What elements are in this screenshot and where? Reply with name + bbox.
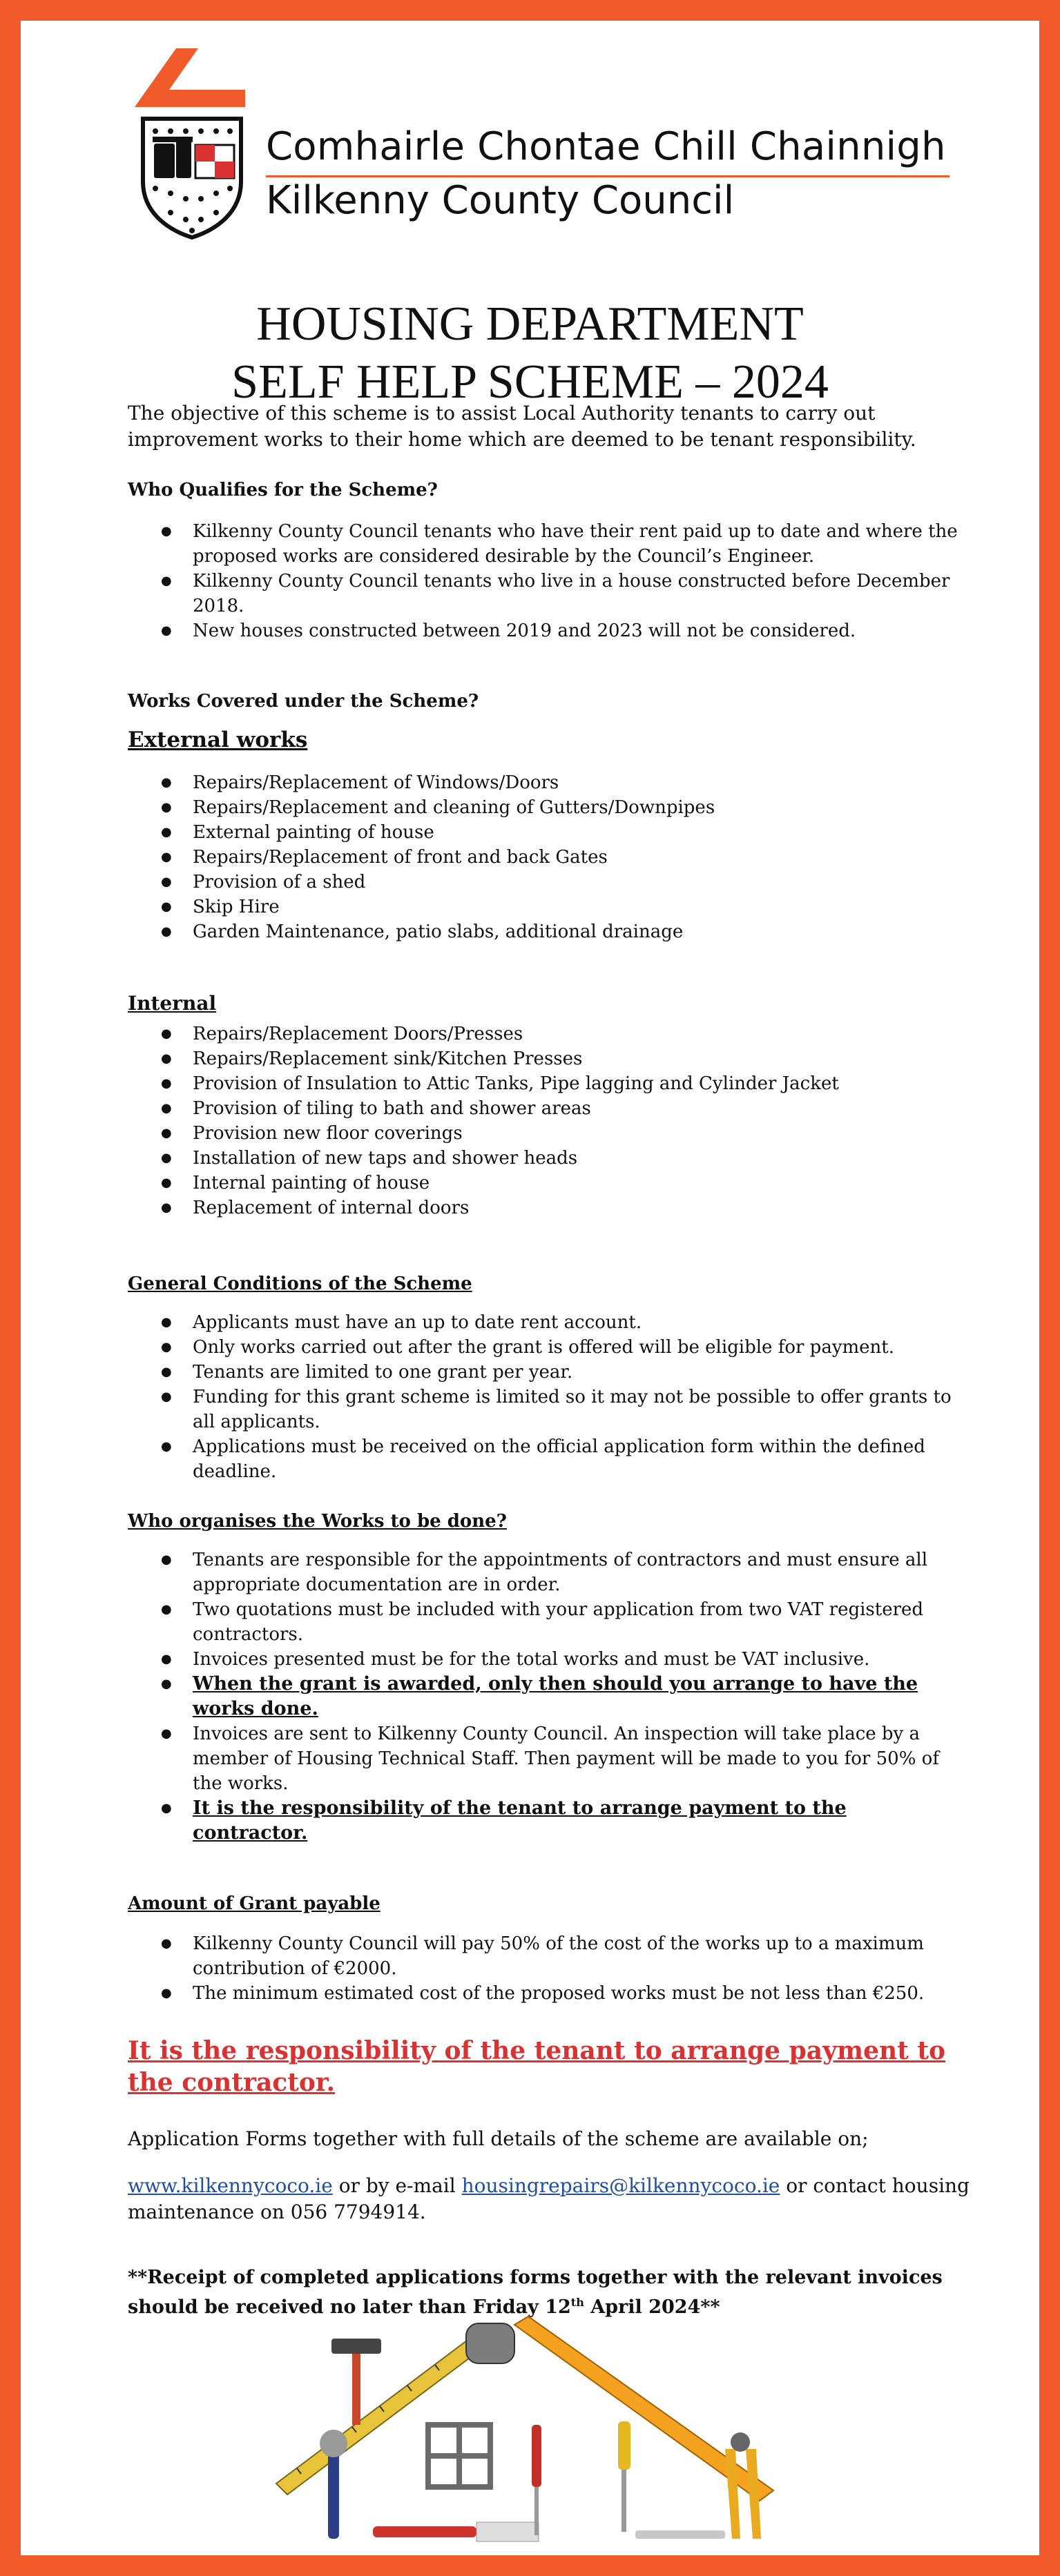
list-item: ● Repairs/Replacement sink/Kitchen Presses (128, 1046, 967, 1071)
grant-list (128, 1931, 967, 2006)
list-item: ● New houses constructed between 2019 and 2023 will not be considered. (128, 618, 967, 643)
qualifies-list (128, 519, 967, 643)
application-forms-text: Application Forms together with full details of the scheme are available on; (128, 2127, 869, 2150)
council-name-irish: Comhairle Chontae Chill Chainnigh (266, 124, 946, 169)
grant-heading: Amount of Grant payable (128, 1893, 380, 1914)
internal-works-list (128, 1022, 967, 1220)
title-line-1: HOUSING DEPARTMENT (256, 297, 804, 351)
list-item: ● Kilkenny County Council tenants who live in a house constructed before December 2018. (128, 569, 967, 618)
list-item: ● Applicants must have an up to date rent account. (128, 1310, 967, 1335)
list-item: ● Two quotations must be included with your application from two VAT registered contractors. (128, 1597, 967, 1647)
deadline-text: **Receipt of completed applications forms together with the relevant invoices should be received no later than Friday 12 (128, 2267, 943, 2318)
list-item: ● The minimum estimated cost of the proposed works must be not less than €250. (128, 1981, 967, 2006)
list-item: ● Repairs/Replacement and cleaning of Gutters/Downpipes (128, 795, 967, 820)
contact-phone: or contact housing maintenance on 056 7794914. (128, 2174, 970, 2223)
qualifies-heading: Who Qualifies for the Scheme? (128, 480, 438, 500)
list-item: ● It is the responsibility of the tenant to arrange payment to the contractor. (128, 1796, 967, 1846)
intro-paragraph: The objective of this scheme is to assist Local Authority tenants to carry out improvement works to their home which are deemed to be tenant responsibility. (128, 402, 916, 451)
external-works-heading: External works (128, 728, 308, 752)
external-works-list (128, 770, 967, 944)
page-frame (21, 21, 1039, 2555)
list-item: ● Provision of tiling to bath and shower areas (128, 1096, 967, 1121)
deadline-sup: th (570, 2296, 584, 2309)
list-item: ● Provision of a shed (128, 870, 967, 895)
organise-heading: Who organises the Works to be done? (128, 1511, 507, 1532)
list-item: ● Garden Maintenance, patio slabs, additional drainage (128, 919, 967, 944)
list-item: ● Invoices are sent to Kilkenny County Council. An inspection will take place by a member of Housing Technical Staff. Then payment will be made to you for 50% of the works. (128, 1721, 967, 1796)
title-line-2: SELF HELP SCHEME – 2024 (231, 355, 829, 409)
list-item: ● Provision new floor coverings (128, 1121, 967, 1146)
flyer-page (21, 21, 1039, 2555)
contact-separator: or by e-mail (332, 2174, 462, 2197)
list-item: ● Repairs/Replacement of front and back Gates (128, 845, 967, 870)
list-item: ● Invoices presented must be for the total works and must be VAT inclusive. (128, 1647, 967, 1672)
list-item: ● Repairs/Replacement Doors/Presses (128, 1022, 967, 1046)
list-item: ● Replacement of internal doors (128, 1196, 967, 1220)
list-item: ● Kilkenny County Council tenants who have their rent paid up to date and where the proposed works are considered desirable by the Council’s Engineer. (128, 519, 967, 569)
email-link[interactable]: housingrepairs@kilkennycoco.ie (461, 2174, 780, 2197)
council-name-english: Kilkenny County Council (266, 178, 735, 223)
list-item: ● Tenants are limited to one grant per year. (128, 1360, 967, 1385)
list-item: ● External painting of house (128, 820, 967, 845)
contact-paragraph (128, 2173, 970, 2225)
council-chevron-logo-icon (135, 48, 245, 110)
list-item: ● Applications must be received on the official application form within the defined deadline. (128, 1434, 967, 1484)
conditions-list (128, 1310, 967, 1484)
list-item: ● Funding for this grant scheme is limited so it may not be possible to offer grants to all applicants. (128, 1385, 967, 1434)
list-item: ● When the grant is awarded, only then should you arrange to have the works done. (128, 1672, 967, 1721)
list-item: ● Provision of Insulation to Attic Tanks, Pipe lagging and Cylinder Jacket (128, 1071, 967, 1096)
list-item: ● Installation of new taps and shower heads (128, 1146, 967, 1171)
list-item: ● Tenants are responsible for the appointments of contractors and must ensure all appropriate documentation are in order. (128, 1548, 967, 1597)
list-item: ● Repairs/Replacement of Windows/Doors (128, 770, 967, 795)
list-item: ● Kilkenny County Council will pay 50% of the cost of the works up to a maximum contribution of €2000. (128, 1931, 967, 1981)
works-heading: Works Covered under the Scheme? (128, 691, 479, 712)
list-item: ● Only works carried out after the grant is offered will be eligible for payment. (128, 1335, 967, 1360)
responsibility-note: It is the responsibility of the tenant to arrange payment to the contractor. (128, 2036, 946, 2097)
header-rule (266, 175, 950, 177)
conditions-heading: General Conditions of the Scheme (128, 1274, 472, 1294)
kilkenny-crest-icon (140, 116, 244, 240)
organise-list (128, 1548, 967, 1846)
list-item: ● Skip Hire (128, 895, 967, 919)
internal-works-heading: Internal (128, 992, 217, 1015)
deadline-text-end: April 2024** (584, 2296, 720, 2318)
tools-house-illustration-icon (249, 2311, 801, 2553)
website-link[interactable]: www.kilkennycoco.ie (128, 2174, 333, 2197)
list-item: ● Internal painting of house (128, 1171, 967, 1196)
